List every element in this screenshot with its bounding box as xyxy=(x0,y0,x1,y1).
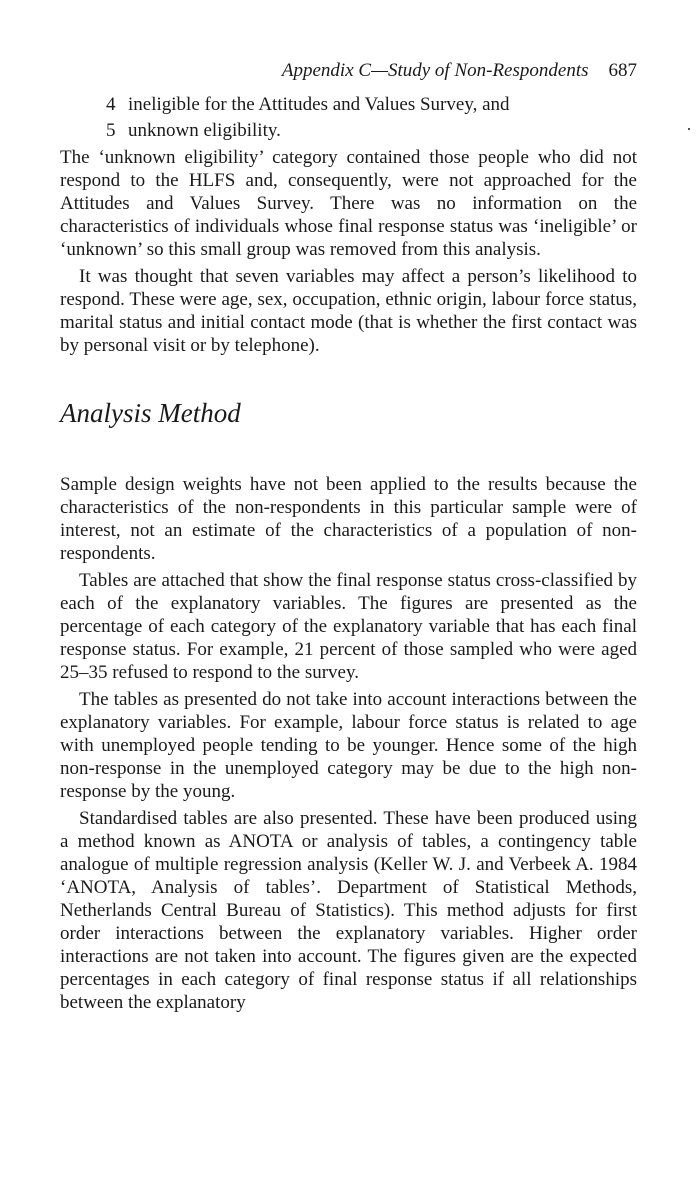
running-head xyxy=(60,58,637,84)
list-item-number: 5 xyxy=(106,120,116,141)
paragraph-standardised-tables: Standardised tables are also presented. These have been produced using a method known as ANOTA or analysis of tables, a contingency table analogue of multiple regression analysis (Keller W. J. and Verbeek A. 1984 ‘ANOTA, Analysis of tables’. Department of Statistical Methods, Netherlands Central Bureau of Statistics). This method adjusts for first order interactions between the explanatory variables. Higher order interactions are not taken into account. The figures given are the expected percentages in each category of final response status if all relationships between the explanatory xyxy=(60,808,637,1013)
document-page xyxy=(60,58,637,1014)
list-item xyxy=(106,92,637,118)
paragraph-unknown-eligibility: The ‘unknown eligibility’ category contained those people who did not respond to the HLFS and, consequently, were not approached for the Attitudes and Values Survey. There was no information on the characteristics of individuals whose final response status was ‘ineligible’ or ‘unknown’ so this small group was removed from this analysis. xyxy=(60,147,637,260)
margin-mark xyxy=(688,128,690,130)
list-item xyxy=(106,118,637,144)
running-head-title: Appendix C—Study of Non-Respondents xyxy=(281,60,589,81)
list-item-text: unknown eligibility. xyxy=(128,120,281,141)
section-heading: Analysis Method xyxy=(60,398,241,428)
list-item-text: ineligible for the Attitudes and Values Survey, and xyxy=(128,94,510,115)
paragraph-design-weights: Sample design weights have not been applied to the results because the characteristics of the non-respondents in this particular sample were of interest, not an estimate of the characteristics of a population of non-respondents. xyxy=(60,474,637,564)
page-number: 687 xyxy=(608,60,637,81)
paragraph-tables-attached: Tables are attached that show the final response status cross-classified by each of the explanatory variables. The figures are presented as the percentage of each category of the explanatory variable that has each final response status. For example, 21 percent of those sampled who were aged 25–35 refused to respond to the survey. xyxy=(60,570,637,683)
eligibility-list xyxy=(106,92,637,144)
paragraph-seven-variables: It was thought that seven variables may affect a person’s likelihood to respond. These were age, sex, occupation, ethnic origin, labour force status, marital status and initial contact mode (that is whether the first contact was by personal visit or by telephone). xyxy=(60,266,637,356)
list-item-number: 4 xyxy=(106,94,116,115)
paragraph-interactions: The tables as presented do not take into account interactions between the explanatory variables. For example, labour force status is related to age with unemployed people tending to be younger. Hence some of the high non-response in the unemployed category may be due to the high non-response by the young. xyxy=(60,689,637,802)
